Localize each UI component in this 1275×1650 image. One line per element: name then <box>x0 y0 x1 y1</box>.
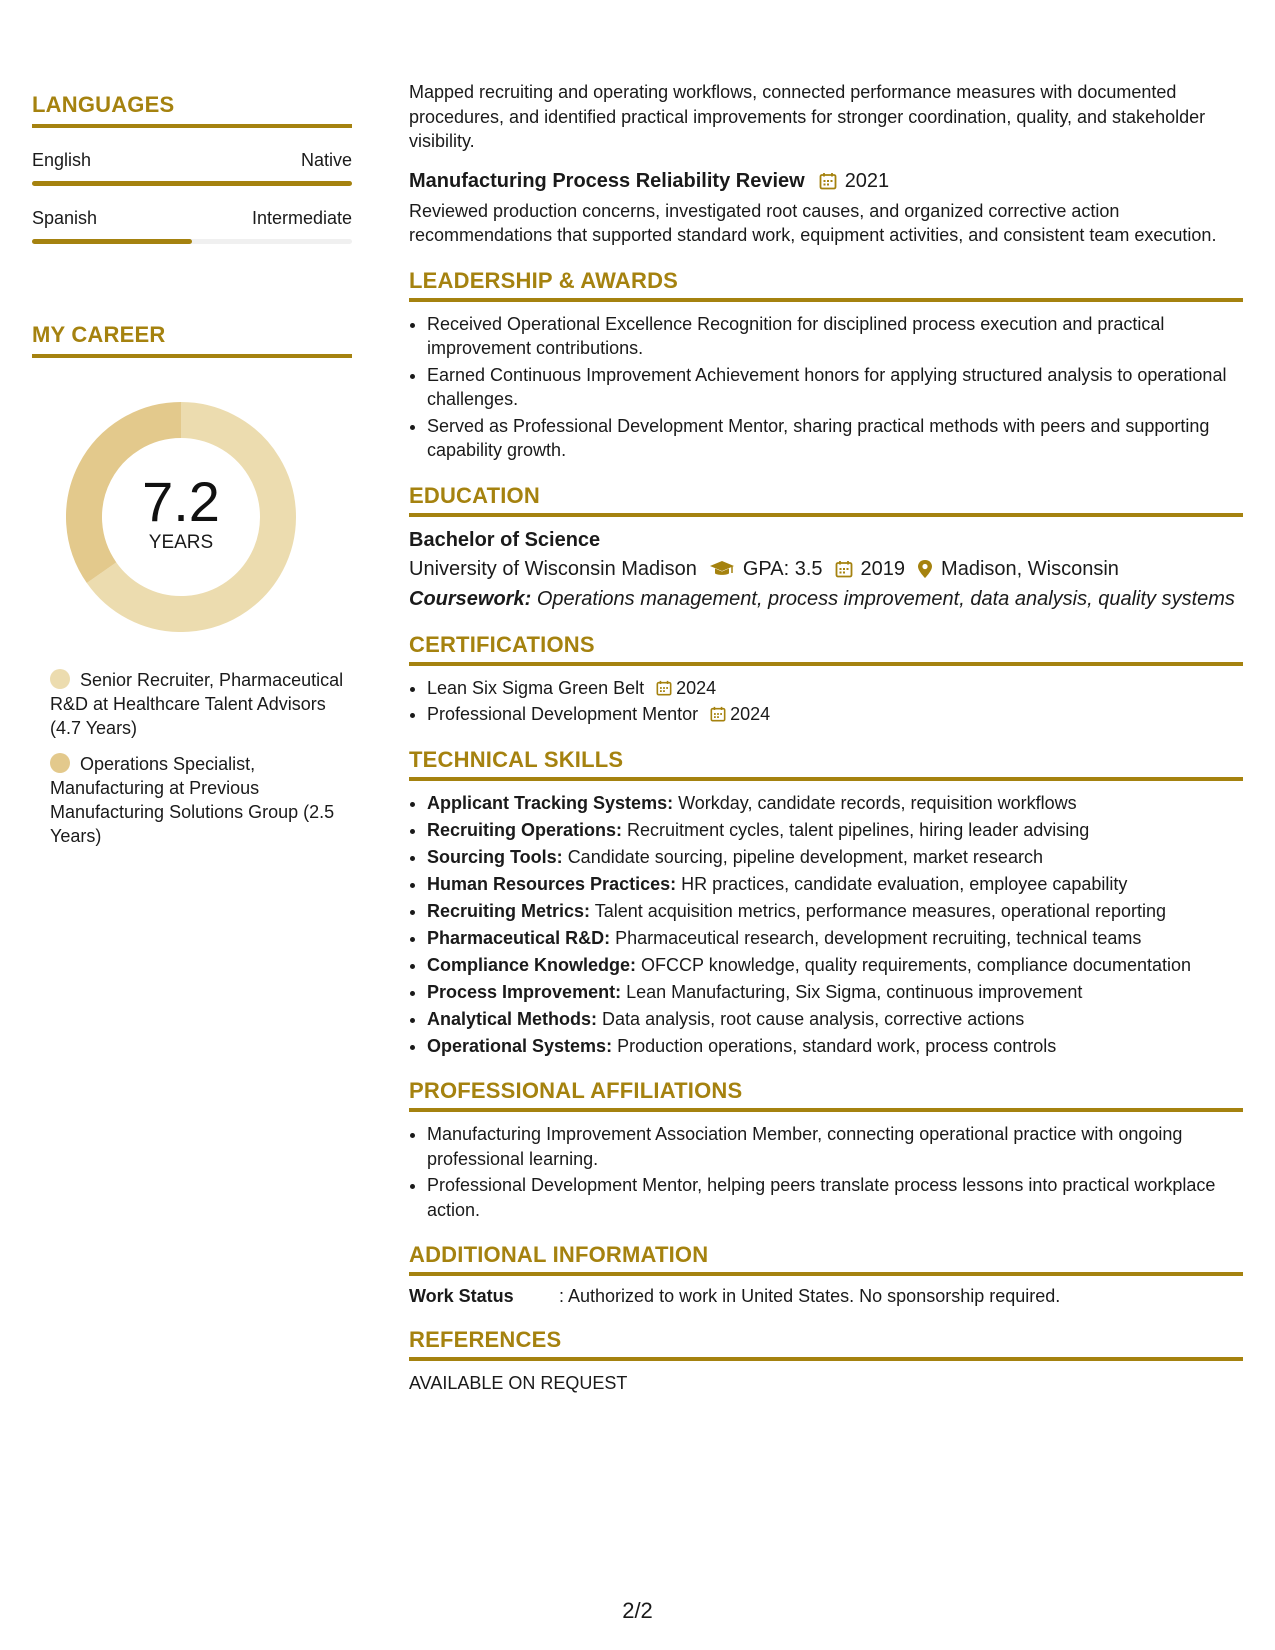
calendar-icon <box>710 706 726 722</box>
education-location: Madison, Wisconsin <box>941 557 1119 580</box>
skill-item <box>427 953 1243 978</box>
skill-item <box>427 899 1243 924</box>
affiliations-title: PROFESSIONAL AFFILIATIONS <box>409 1078 1243 1112</box>
education-coursework <box>409 587 1243 612</box>
list-item: • Manufacturing Improvement Association Member, connecting operational practice with ongoing professional learning. <box>427 1122 1243 1171</box>
skill-label: Recruiting Metrics: <box>427 900 591 921</box>
career-dot-icon <box>50 753 70 773</box>
skill-text: Candidate sourcing, pipeline development, market research <box>567 846 1043 867</box>
career-item <box>50 752 352 848</box>
skill-text: Recruitment cycles, talent pipelines, hiring leader advising <box>627 819 1090 840</box>
language-level: Native <box>300 150 352 170</box>
education-title: EDUCATION <box>409 483 1243 517</box>
calendar-icon <box>656 680 672 696</box>
career-item-text: Operations Specialist, Manufacturing at Previous Manufacturing Solutions Group (2.5 Years) <box>50 754 335 846</box>
skill-label: Compliance Knowledge: <box>427 954 637 975</box>
skill-text: Pharmaceutical research, development recruiting, technical teams <box>615 927 1142 948</box>
references-title: REFERENCES <box>409 1327 1243 1361</box>
skill-text: Production operations, standard work, process controls <box>617 1035 1057 1056</box>
skill-item <box>427 818 1243 843</box>
career-total-value: 7.2 <box>142 470 220 533</box>
list-item: • Professional Development Mentor, helping peers translate process lessons into practical workplace action. <box>427 1173 1243 1222</box>
skill-label: Analytical Methods: <box>427 1008 598 1029</box>
language-level-fill <box>32 239 192 244</box>
skill-label: Human Resources Practices: <box>427 873 677 894</box>
language-item-spanish <box>32 208 352 244</box>
skill-label: Sourcing Tools: <box>427 846 563 867</box>
skill-item <box>427 926 1243 951</box>
skill-text: Lean Manufacturing, Six Sigma, continuous improvement <box>626 981 1083 1002</box>
language-level-bar <box>32 239 352 244</box>
career-title: MY CAREER <box>32 322 352 358</box>
career-item-text: Senior Recruiter, Pharmaceutical R&D at Healthcare Talent Advisors (4.7 Years) <box>50 670 344 738</box>
skill-label: Operational Systems: <box>427 1035 613 1056</box>
skill-item <box>427 1034 1243 1059</box>
coursework-label: Coursework: <box>409 587 532 610</box>
left-column <box>32 92 352 860</box>
calendar-icon <box>835 560 853 578</box>
project-intro: Mapped recruiting and operating workflows, connected performance measures with documented procedures, and identified practical improvements for stronger coordination, quality, and stakeholder visibility. <box>409 82 1206 151</box>
education-section <box>409 483 1243 612</box>
skill-item <box>427 1007 1243 1032</box>
career-item <box>50 668 352 740</box>
certification-name: • Professional Development Mentor <box>427 704 699 724</box>
list-item: • Received Operational Excellence Recognition for disciplined process execution and practical improvement contributions. <box>427 312 1243 361</box>
list-item: • Served as Professional Development Mentor, sharing practical methods with peers and supporting capability growth. <box>427 414 1243 463</box>
project-year: 2021 <box>844 169 890 192</box>
language-item-english <box>32 150 352 186</box>
skill-label: Process Improvement: <box>427 981 622 1002</box>
certification-year: 2024 <box>730 704 771 724</box>
project-description: Reviewed production concerns, investigated root causes, and organized corrective action recommendations that supported standard work, equipment activities, and consistent team execution. <box>409 200 1217 245</box>
skill-text: Talent acquisition metrics, performance measures, operational reporting <box>594 900 1166 921</box>
leadership-title: LEADERSHIP & AWARDS <box>409 268 1243 302</box>
right-column <box>409 80 1243 1394</box>
education-gpa: GPA: 3.5 <box>742 557 823 580</box>
certification-year: 2024 <box>676 677 717 698</box>
career-dot-icon <box>50 669 70 689</box>
education-year: 2019 <box>860 557 906 580</box>
affiliations-list <box>409 1122 1243 1222</box>
page-number: 2/2 <box>622 1598 653 1623</box>
skill-text: HR practices, candidate evaluation, employee capability <box>681 873 1128 894</box>
project-title: Manufacturing Process Reliability Review <box>409 169 805 192</box>
donut-center <box>66 472 296 554</box>
skill-item <box>427 845 1243 870</box>
skill-label: Pharmaceutical R&D: <box>427 927 611 948</box>
career-total-unit: YEARS <box>148 532 214 553</box>
skills-title: TECHNICAL SKILLS <box>409 747 1243 781</box>
work-status-label: Work Status <box>409 1286 514 1306</box>
project-title-row <box>409 170 1243 193</box>
certifications-title: CERTIFICATIONS <box>409 632 1243 666</box>
skill-text: Data analysis, root cause analysis, corrective actions <box>602 1008 1025 1029</box>
list-item <box>427 676 1243 701</box>
language-name: English <box>32 150 92 170</box>
certifications-section <box>409 632 1243 727</box>
language-level: Intermediate <box>251 208 352 228</box>
list-item <box>427 702 1243 727</box>
additional-title: ADDITIONAL INFORMATION <box>409 1242 1243 1276</box>
list-item: • Earned Continuous Improvement Achievement honors for applying structured analysis to operational challenges. <box>427 363 1243 412</box>
leadership-list <box>409 312 1243 463</box>
work-status-value: : Authorized to work in United States. No sponsorship required. <box>559 1286 1061 1306</box>
language-name: Spanish <box>32 208 98 228</box>
calendar-icon <box>819 172 837 190</box>
skills-section <box>409 747 1243 1059</box>
language-level-fill <box>32 181 352 186</box>
references-section <box>409 1327 1243 1394</box>
language-level-bar <box>32 181 352 186</box>
career-list <box>50 668 352 848</box>
location-pin-icon <box>917 559 933 579</box>
leadership-section <box>409 268 1243 463</box>
skills-list <box>409 791 1243 1059</box>
additional-section <box>409 1242 1243 1307</box>
skill-label: Applicant Tracking Systems: <box>427 792 674 813</box>
certification-name: • Lean Six Sigma Green Belt <box>427 677 645 698</box>
graduation-cap-icon <box>709 560 735 578</box>
skill-text: OFCCP knowledge, quality requirements, compliance documentation <box>641 954 1191 975</box>
education-school: University of Wisconsin Madison <box>409 557 697 580</box>
education-details <box>409 558 1243 581</box>
work-status-row <box>409 1286 1243 1307</box>
career-donut-chart <box>66 402 296 632</box>
skill-item <box>427 980 1243 1005</box>
skill-item <box>427 872 1243 897</box>
affiliations-section <box>409 1078 1243 1222</box>
languages-title: LANGUAGES <box>32 92 352 128</box>
coursework-text: Operations management, process improvement, data analysis, quality systems <box>536 587 1235 610</box>
education-degree: Bachelor of Science <box>409 528 601 551</box>
certifications-list <box>409 676 1243 727</box>
skill-text: Workday, candidate records, requisition workflows <box>678 792 1077 813</box>
references-text: AVAILABLE ON REQUEST <box>409 1373 628 1393</box>
skill-label: Recruiting Operations: <box>427 819 623 840</box>
skill-item <box>427 791 1243 816</box>
